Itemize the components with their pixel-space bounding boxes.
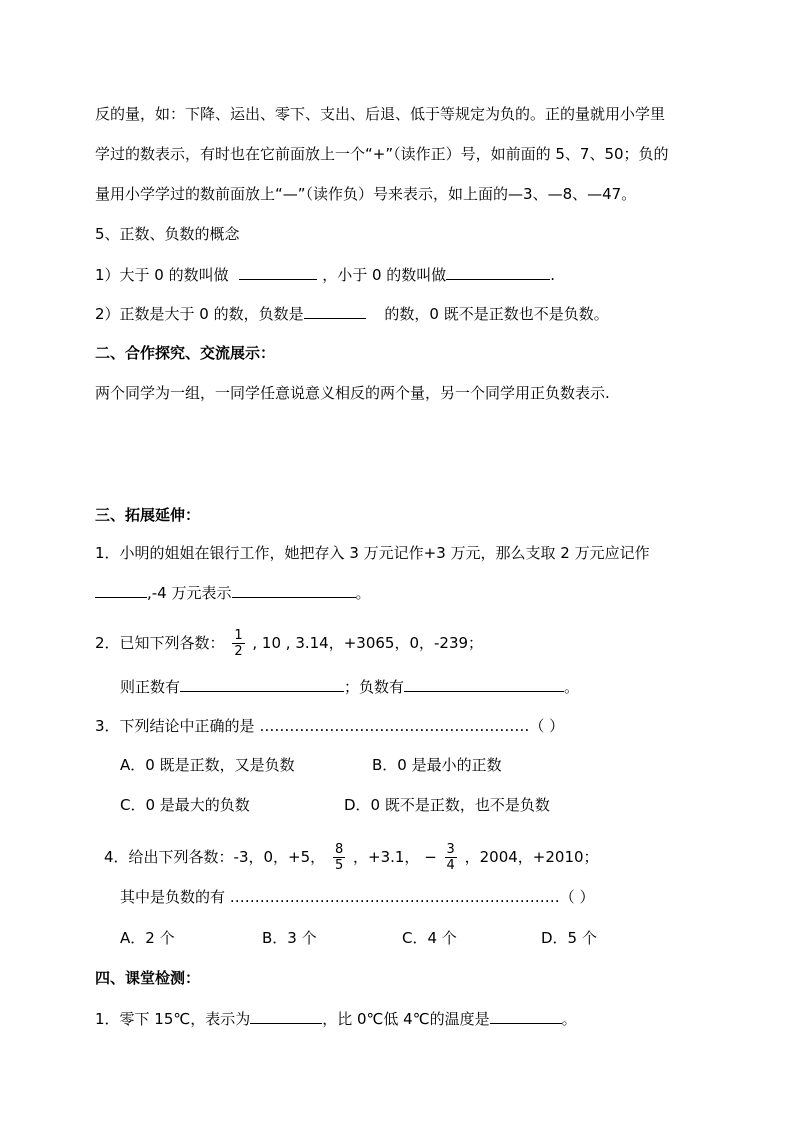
extension-q3-option-c[interactable]: C．0 是最大的负数: [120, 796, 250, 814]
extension-q2-text-d: ；负数有: [344, 678, 405, 696]
answer-blank[interactable]: [446, 264, 550, 280]
extension-q1-text-b: ,-4 万元表示: [147, 584, 232, 602]
extension-q4-option-d[interactable]: D．5 个: [541, 929, 597, 947]
fraction: [333, 842, 345, 873]
extension-q4-option-b[interactable]: B．3 个: [262, 929, 317, 947]
answer-blank[interactable]: [304, 303, 366, 319]
answer-blank[interactable]: [250, 1008, 322, 1024]
extension-q4-stem: 其中是负数的有 …………………………………………………………（ ）: [120, 888, 595, 906]
extension-q2-line-1: [95, 628, 483, 659]
answer-blank[interactable]: [404, 676, 564, 692]
extension-q2-text-e: 。: [564, 678, 580, 696]
answer-blank[interactable]: [490, 1008, 562, 1024]
extension-q4-text-a: 4．给出下列各数：-3，0，+5，: [104, 848, 326, 866]
intro-line-2: 学过的数表示，有时也在它前面放上一个“+”（读作正）号，如前面的 5、7、50；负的: [95, 145, 669, 163]
answer-blank[interactable]: [180, 676, 344, 692]
fraction-denominator: 5: [334, 858, 344, 873]
intro-line-3: 量用小学学过的数前面放上“—”（读作负）号来表示，如上面的—3、—8、—47。: [95, 185, 637, 203]
extension-q1-text-c: 。: [355, 584, 371, 602]
concept-question-2: [95, 303, 609, 324]
extension-q3-option-a[interactable]: A．0 既是正数，又是负数: [120, 756, 295, 774]
check-q1-text-b: ，比 0℃低 4℃的温度是: [322, 1010, 490, 1028]
fraction-numerator: 1: [234, 628, 243, 643]
concept-question-1: [95, 264, 555, 285]
concept-q1-text-b: ，小于 0 的数叫做: [322, 266, 447, 284]
fraction-numerator: 8: [334, 842, 344, 857]
intro-line-1: 反的量，如：下降、运出、零下、支出、后退、低于等规定为负的。正的量就用小学里: [95, 105, 666, 123]
concept-q1-text-a: 1）大于 0 的数叫做: [95, 266, 229, 284]
extension-q3-stem: 3．下列结论中正确的是 ………………………………………………（ ）: [95, 717, 565, 735]
extension-q4-line-1: [104, 842, 599, 873]
concept-q2-text-a: 2）正数是大于 0 的数，负数是: [95, 305, 304, 323]
section-2-title: 二、合作探究、交流展示：: [95, 344, 276, 362]
extension-q3-option-b[interactable]: B．0 是最小的正数: [372, 756, 502, 774]
fraction-numerator: 3: [446, 842, 455, 857]
check-q1: [95, 1008, 577, 1029]
fraction-denominator: 4: [446, 858, 455, 873]
extension-q4-option-a[interactable]: A．2 个: [120, 929, 175, 947]
answer-blank[interactable]: [95, 582, 147, 598]
concept-q1-text-c: .: [550, 266, 556, 284]
answer-blank[interactable]: [232, 582, 356, 598]
fraction-denominator: 2: [234, 644, 243, 659]
extension-q2-line-2: [120, 676, 579, 697]
extension-q2-text-c: 则正数有: [120, 678, 181, 696]
extension-q1-line-2: [95, 582, 371, 603]
extension-q4-option-c[interactable]: C．4 个: [402, 929, 457, 947]
extension-q2-text-a: 2．已知下列各数：: [95, 634, 225, 652]
extension-q1-line-1: 1．小明的姐姐在银行工作，她把存入 3 万元记作+3 万元，那么支取 2 万元应记作: [95, 544, 650, 562]
check-q1-text-a: 1．零下 15℃，表示为: [95, 1010, 251, 1028]
section-3-title: 三、拓展延伸：: [95, 506, 201, 524]
check-q1-text-c: 。: [561, 1010, 577, 1028]
section-4-title: 四、课堂检测：: [95, 969, 201, 987]
extension-q3-option-d[interactable]: D．0 既不是正数，也不是负数: [344, 796, 550, 814]
section-2-text: 两个同学为一组，一同学任意说意义相反的两个量，另一个同学用正负数表示.: [95, 384, 610, 402]
answer-blank[interactable]: [239, 264, 317, 280]
fraction: [445, 842, 457, 873]
concept-q2-text-b: 的数，0 既不是正数也不是负数。: [384, 305, 609, 323]
concept-heading: 5、正数、负数的概念: [95, 225, 240, 243]
extension-q2-text-b: , 10 , 3.14，+3065，0，-239；: [252, 634, 484, 652]
fraction: [232, 628, 244, 659]
extension-q4-text-c: ，2004，+2010；: [464, 848, 599, 866]
extension-q4-text-b: ，+3.1， −: [353, 848, 437, 866]
